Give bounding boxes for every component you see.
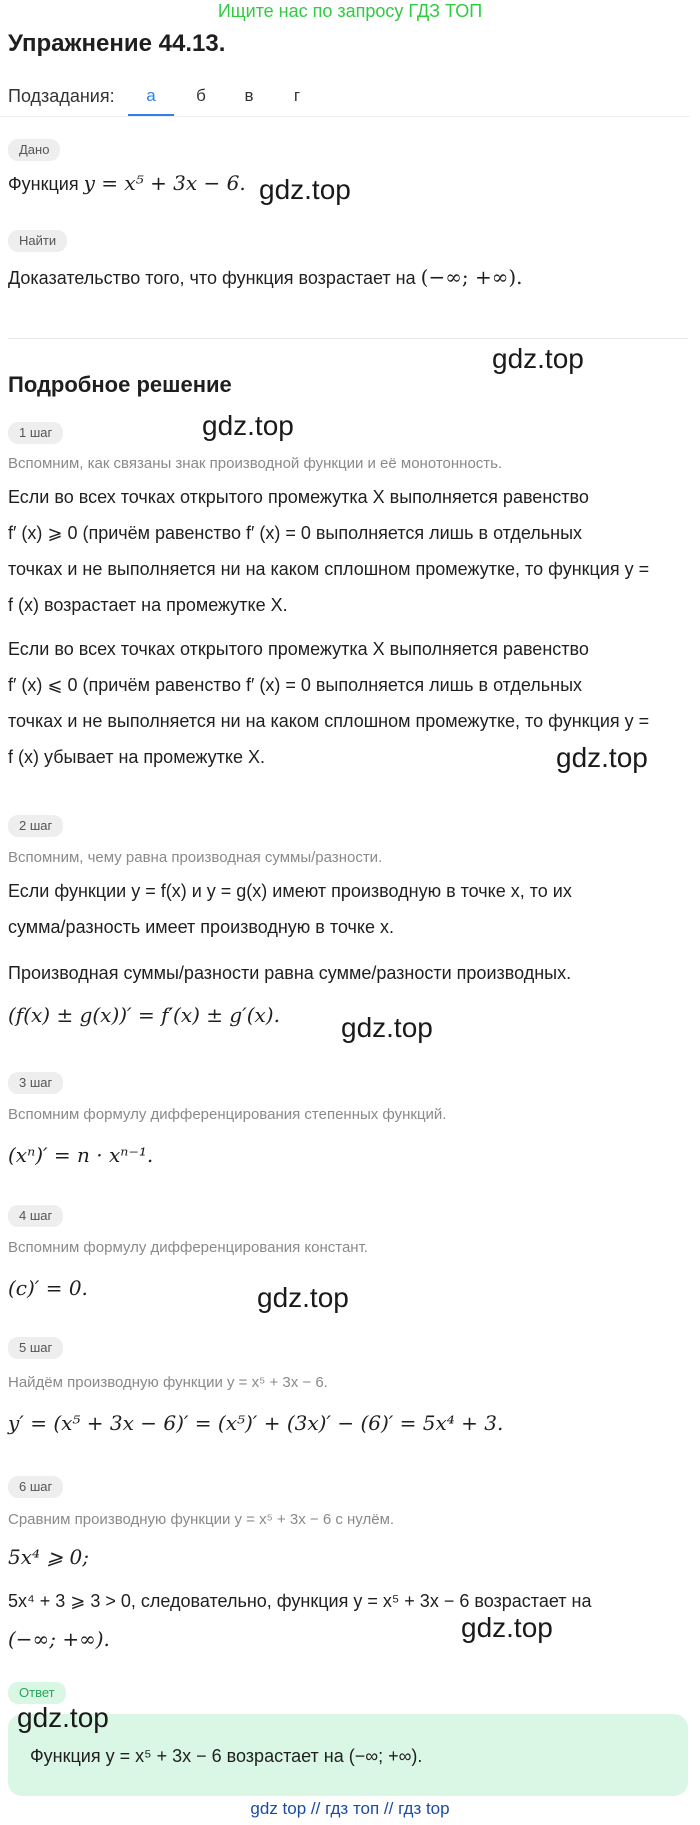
search-banner: Ищите нас по запросу ГДЗ ТОП	[217, 1, 483, 21]
active-tab-indicator	[128, 114, 174, 116]
footer-links[interactable]: gdz top // гдз топ // гдз top	[250, 1799, 450, 1818]
given-formula: y = x⁵ + 3x − 6.	[83, 171, 246, 195]
watermark: gdz.top	[556, 742, 648, 773]
find-statement	[8, 266, 523, 289]
watermark: gdz.top	[461, 1612, 553, 1643]
step-2-formula: (f(x) ± g(x))′ = f′(x) ± g′(x).	[8, 1003, 280, 1027]
section-divider	[8, 338, 688, 339]
given-statement	[8, 172, 246, 195]
subtasks-label: Подзадания:	[8, 86, 115, 106]
step-6-line: 5x⁴ + 3 ⩾ 3 > 0, следовательно, функция y = x⁵ + 3x − 6 возрастает на	[8, 1591, 592, 1611]
tabs-divider	[0, 116, 690, 117]
given-badge: Дано	[8, 139, 60, 161]
step-1-hint: Вспомним, как связаны знак производной функции и её монотонность.	[8, 455, 503, 472]
step-1-line: точках и не выполняется ни на каком сплошном промежутке, то функция y =	[8, 711, 650, 731]
step-4-formula: (c)′ = 0.	[8, 1276, 88, 1300]
step-6-line: 5x⁴ ⩾ 0;	[8, 1545, 89, 1569]
watermark: gdz.top	[341, 1012, 433, 1043]
step-6-line: (−∞; +∞).	[8, 1627, 110, 1651]
tab-a[interactable]: а	[146, 86, 156, 105]
step-5-badge: 5 шаг	[8, 1337, 63, 1359]
step-2-line: Если функции y = f(x) и y = g(x) имеют производную в точке x, то их	[8, 881, 572, 901]
step-3-formula: (xⁿ)′ = n · xⁿ⁻¹.	[8, 1143, 154, 1167]
step-6-badge: 6 шаг	[8, 1476, 63, 1498]
page-title: Упражнение 44.13.	[8, 30, 226, 57]
tab-g[interactable]: г	[293, 86, 301, 105]
step-5-formula: y′ = (x⁵ + 3x − 6)′ = (x⁵)′ + (3x)′ − (6)′ = 5x⁴ + 3.	[8, 1411, 504, 1435]
find-badge: Найти	[8, 230, 67, 252]
step-4-badge: 4 шаг	[8, 1205, 63, 1227]
tab-b[interactable]: б	[196, 86, 206, 105]
watermark: gdz.top	[202, 410, 294, 441]
watermark: gdz.top	[17, 1702, 109, 1733]
step-1-line: f′ (x) ⩾ 0 (причём равенство f′ (x) = 0 выполняется лишь в отдельных	[8, 523, 583, 543]
answer-text: Функция y = x⁵ + 3x − 6 возрастает на (−∞; +∞).	[30, 1746, 423, 1766]
step-6-hint: Сравним производную функции y = x⁵ + 3x − 6 с нулём.	[8, 1511, 395, 1528]
tab-v[interactable]: в	[244, 86, 254, 105]
step-1-line: f (x) убывает на промежутке X.	[8, 747, 265, 767]
solution-title: Подробное решение	[8, 372, 232, 397]
step-1-line: f (x) возрастает на промежутке X.	[8, 595, 288, 615]
step-2-hint: Вспомним, чему равна производная суммы/разности.	[8, 849, 383, 866]
step-1-badge: 1 шаг	[8, 422, 63, 444]
step-1-line: точках и не выполняется ни на каком сплошном промежутке, то функция y =	[8, 559, 650, 579]
step-2-line: Производная суммы/разности равна сумме/разности производных.	[8, 963, 572, 983]
step-3-badge: 3 шаг	[8, 1072, 63, 1094]
watermark: gdz.top	[492, 343, 584, 374]
find-interval: (−∞; +∞).	[420, 265, 523, 289]
step-2-line: сумма/разность имеет производную в точке x.	[8, 917, 394, 937]
step-1-line: Если во всех точках открытого промежутка X выполняется равенство	[8, 487, 589, 507]
watermark: gdz.top	[257, 1282, 349, 1313]
step-4-hint: Вспомним формулу дифференцирования констант.	[8, 1239, 368, 1256]
answer-badge: Ответ	[8, 1682, 66, 1704]
find-text: Доказательство того, что функция возрастает на	[8, 268, 416, 288]
step-5-hint: Найдём производную функции y = x⁵ + 3x − 6.	[8, 1374, 328, 1391]
step-1-line: f′ (x) ⩽ 0 (причём равенство f′ (x) = 0 выполняется лишь в отдельных	[8, 675, 583, 695]
step-3-hint: Вспомним формулу дифференцирования степенных функций.	[8, 1106, 447, 1123]
step-1-line: Если во всех точках открытого промежутка X выполняется равенство	[8, 639, 589, 659]
step-2-badge: 2 шаг	[8, 815, 63, 837]
watermark: gdz.top	[259, 174, 351, 205]
given-prefix: Функция	[8, 174, 79, 194]
